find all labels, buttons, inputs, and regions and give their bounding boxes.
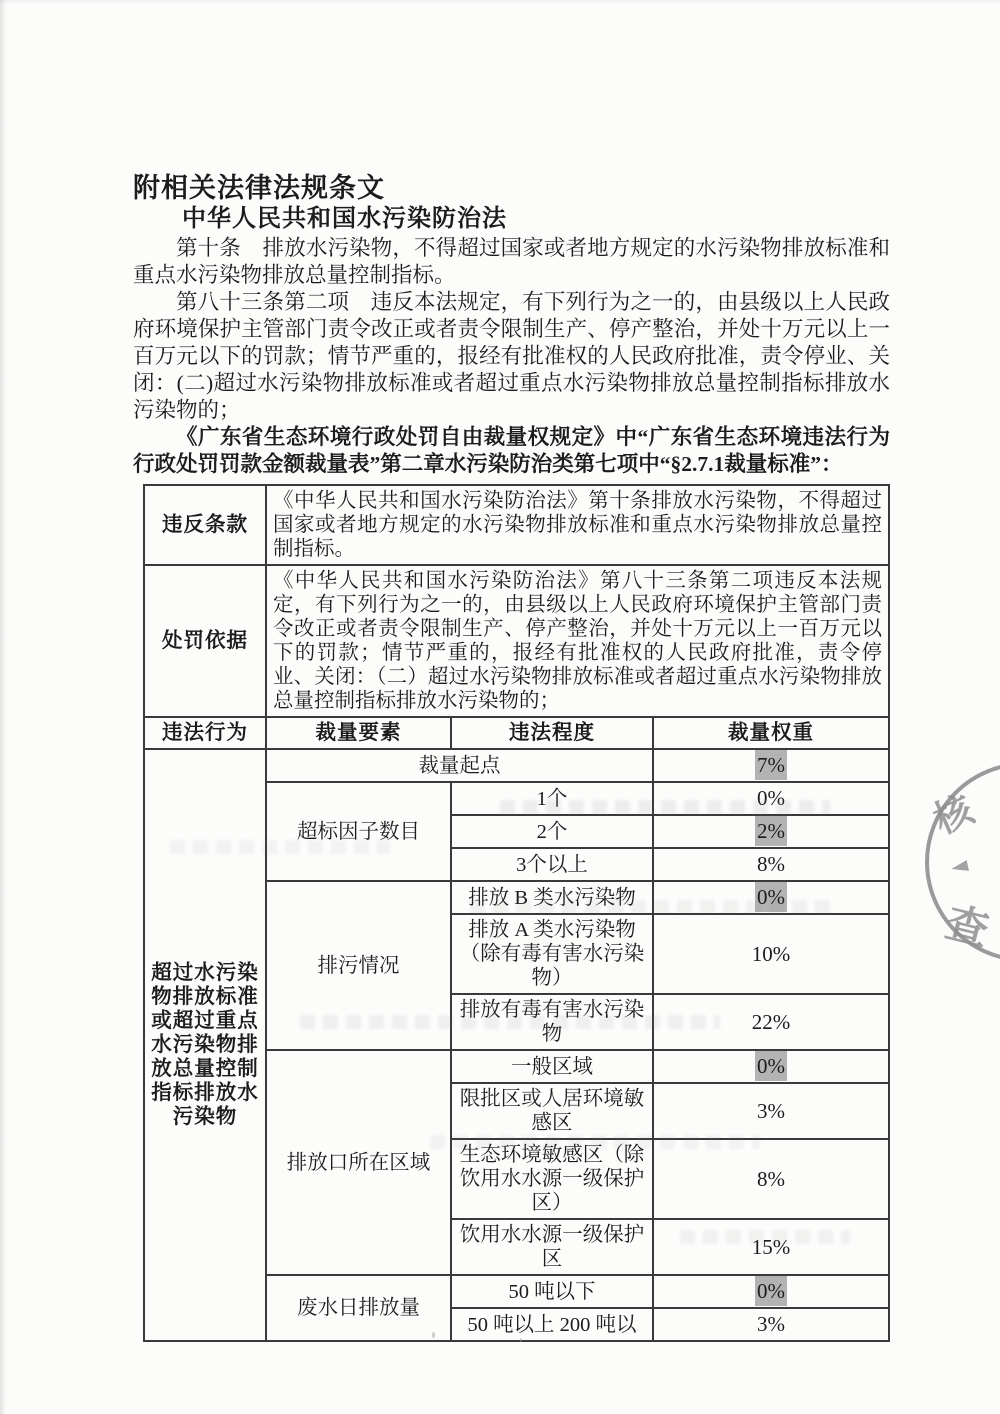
ink-speck xyxy=(520,1338,522,1342)
degree-cell: 50 吨以上 200 吨以 xyxy=(451,1308,653,1341)
degree-cell: 排放 B 类水污染物 xyxy=(451,881,653,914)
weight-value: 2% xyxy=(757,819,785,843)
law-name-heading: 中华人民共和国水污染防治法 xyxy=(182,206,507,232)
weight-cell xyxy=(653,782,889,815)
weight-value: 10% xyxy=(751,941,791,966)
document-content xyxy=(133,172,890,1342)
weight-cell xyxy=(653,815,889,848)
weight-value: 22% xyxy=(751,1009,791,1034)
weight-value: 3% xyxy=(757,1098,785,1123)
weight-value: 0% xyxy=(757,786,785,810)
factor-cell: 废水日排放量 xyxy=(266,1275,451,1341)
factor-cell: 排放口所在区域 xyxy=(266,1050,451,1275)
degree-cell: 限批区或人居环境敏感区 xyxy=(451,1083,653,1139)
table-header-row xyxy=(144,717,889,749)
weight-cell xyxy=(653,881,889,914)
weight-value: 0% xyxy=(757,1054,785,1078)
weight-value: 15% xyxy=(751,1234,791,1259)
weight-cell xyxy=(653,1308,889,1341)
discretion-standard-table xyxy=(143,484,890,1342)
weight-value: 8% xyxy=(757,1166,785,1191)
table-row-penalty-basis xyxy=(144,565,889,717)
seal-arrow-mark: ◄ xyxy=(948,852,971,881)
degree-cell: 50 吨以下 xyxy=(451,1275,653,1308)
col-header-behavior: 违法行为 xyxy=(144,717,266,749)
paragraph-article-83: 第八十三条第二项 违反本法规定，有下列行为之一的，由县级以上人民政府环境保护主管部门责令改正或者责令限制生产、停产整治，并处十万元以上一百万元以下的罚款；情节严重的，报经有批准权的人民政府批准，责令停业、关闭：(二)超过水污染物排放标准或者超过重点水污染物排放总量控制指标排放水污染物的； xyxy=(133,290,890,422)
violated-clause-label: 违反条款 xyxy=(144,485,266,565)
weight-cell xyxy=(653,1050,889,1083)
paragraph-guangdong-regulation: 《广东省生态环境行政处罚自由裁量权规定》中“广东省生态环境违法行为行政处罚罚款金额裁量表”第二章水污染防治类第七项中“§2.7.1裁量标准”： xyxy=(133,425,890,476)
penalty-basis-content: 《中华人民共和国水污染防治法》第八十三条第二项违反本法规定，有下列行为之一的，由县级以上人民政府环境保护主管部门责令改正或者责令限制生产、停产整治，并处十万元以上一百万元以下的罚款；情节严重的，报经有批准权的人民政府批准，责令停业、关闭：（二）超过水污染物排放标准或者超过重点水污染物排放总量控制指标排放水污染物的； xyxy=(266,565,889,717)
weight-value: 8% xyxy=(757,852,785,876)
degree-cell: 1个 xyxy=(451,782,653,815)
degree-cell: 饮用水水源一级保护区 xyxy=(451,1219,653,1275)
degree-cell: 裁量起点 xyxy=(266,749,653,782)
weight-cell xyxy=(653,1139,889,1219)
weight-cell xyxy=(653,749,889,782)
weight-cell xyxy=(653,994,889,1050)
weight-cell xyxy=(653,1275,889,1308)
violated-clause-content: 《中华人民共和国水污染防治法》第十条排放水污染物，不得超过国家或者地方规定的水污染物排放标准和重点水污染物排放总量控制指标。 xyxy=(266,485,889,565)
weight-value: 0% xyxy=(757,885,785,909)
seal-glyph: 核 xyxy=(927,788,980,843)
degree-cell: 排放 A 类水污染物（除有毒有害水污染物） xyxy=(451,914,653,994)
table-row-violated-clause xyxy=(144,485,889,565)
weight-cell xyxy=(653,1219,889,1275)
document-title: 附相关法律法规条文 xyxy=(133,173,385,203)
weight-cell xyxy=(653,914,889,994)
weight-value: 0% xyxy=(757,1279,785,1303)
seal-glyph: 查 xyxy=(941,900,993,956)
weight-cell xyxy=(653,848,889,881)
degree-cell: 生态环境敏感区（除饮用水水源一级保护区） xyxy=(451,1139,653,1219)
table-row xyxy=(144,749,889,782)
factor-cell: 超标因子数目 xyxy=(266,782,451,881)
degree-cell: 2个 xyxy=(451,815,653,848)
violation-behavior-cell: 超过水污染物排放标准或超过重点水污染物排放总量控制指标排放水污染物 xyxy=(144,749,266,1341)
paragraph-article-10: 第十条 排放水污染物，不得超过国家或者地方规定的水污染物排放标准和重点水污染物排放总量控制指标。 xyxy=(133,236,890,287)
col-header-factor: 裁量要素 xyxy=(266,717,451,749)
degree-cell: 排放有毒有害水污染物 xyxy=(451,994,653,1050)
weight-value: 7% xyxy=(757,753,785,777)
col-header-degree: 违法程度 xyxy=(451,717,653,749)
partial-seal-stamp xyxy=(925,762,1000,962)
degree-cell: 3个以上 xyxy=(451,848,653,881)
weight-cell xyxy=(653,1083,889,1139)
penalty-basis-label: 处罚依据 xyxy=(144,565,266,717)
ink-speck xyxy=(432,1332,435,1338)
col-header-weight: 裁量权重 xyxy=(653,717,889,749)
degree-cell: 一般区域 xyxy=(451,1050,653,1083)
weight-value: 3% xyxy=(757,1312,785,1336)
factor-cell: 排污情况 xyxy=(266,881,451,1050)
